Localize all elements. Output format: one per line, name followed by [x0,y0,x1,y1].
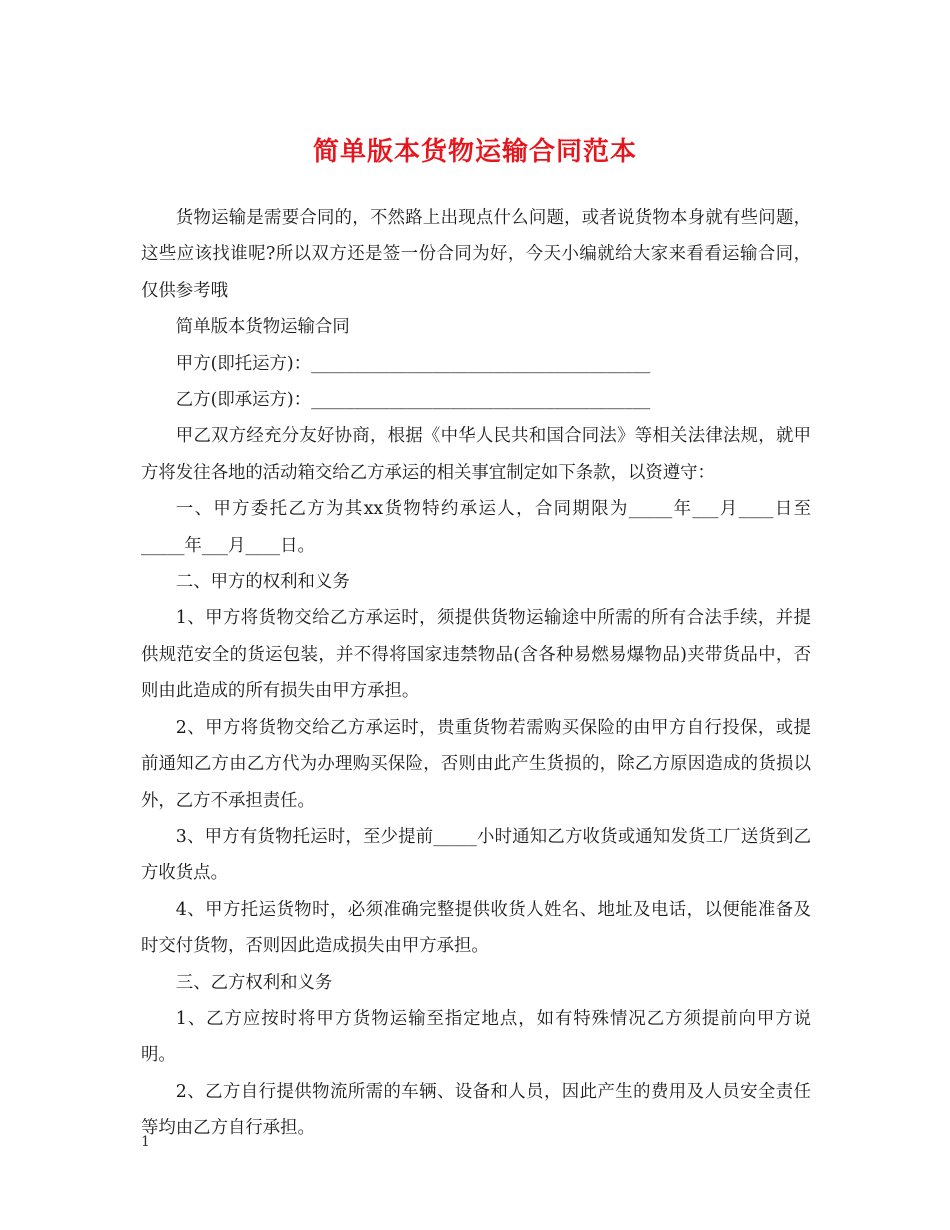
party-a-item-4: 4、甲方托运货物时，必须准确完整提供收货人姓名、地址及电话，以便能准备及时交付货物，否则因此造成损失由甲方承担。 [141,899,811,957]
party-b-item-2: 2、乙方自行提供物流所需的车辆、设备和人员，因此产生的费用及人员安全责任等均由乙方自行承担。 [141,1081,811,1139]
contract-heading: 简单版本货物运输合同 [175,317,350,338]
clause-1: 一、甲方委托乙方为其xx货物特约承运人，合同期限为_____年___月____日至_____年___月____日。 [141,499,811,556]
party-a-line: 甲方(即托运方)：_______________________________________ [175,353,651,374]
intro-paragraph: 货物运输是需要合同的，不然路上出现点什么问题，或者说货物本身就有些问题，这些应该找谁呢?所以双方还是签一份合同为好，今天小编就给大家来看看运输合同，仅供参考哦 [141,208,811,301]
party-a-item-2: 2、甲方将货物交给乙方承运时，贵重货物若需购买保险的由甲方自行投保，或提前通知乙方由乙方代为办理购买保险，否则由此产生货损的，除乙方原因造成的货损以外，乙方不承担责任。 [141,717,811,811]
section-heading-party-a: 二、甲方的权利和义务 [175,572,350,593]
page-number: 1 [141,1134,150,1150]
section-heading-party-b: 三、乙方权利和义务 [175,972,333,993]
party-a-item-1: 1、甲方将货物交给乙方承运时，须提供货物运输途中所需的所有合法手续，并提供规范安全的货运包装，并不得将国家违禁物品(含各种易燃易爆物品)夹带货品中，否则由此造成的所有损失由甲方承担。 [141,608,811,702]
party-b-item-1: 1、乙方应按时将甲方货物运输至指定地点，如有特殊情况乙方须提前向甲方说明。 [141,1008,811,1066]
preamble-paragraph: 甲乙双方经充分友好协商，根据《中华人民共和国合同法》等相关法律法规，就甲方将发往各地的活动箱交给乙方承运的相关事宜制定如下条款，以资遵守： [141,426,811,483]
party-a-item-3: 3、甲方有货物托运时，至少提前_____小时通知乙方收货或通知发货工厂送货到乙方收货点。 [141,826,811,884]
document-body [141,200,811,1147]
document-title: 简单版本货物运输合同范本 [312,137,637,167]
party-b-line: 乙方(即承运方)：_______________________________________ [175,390,651,411]
